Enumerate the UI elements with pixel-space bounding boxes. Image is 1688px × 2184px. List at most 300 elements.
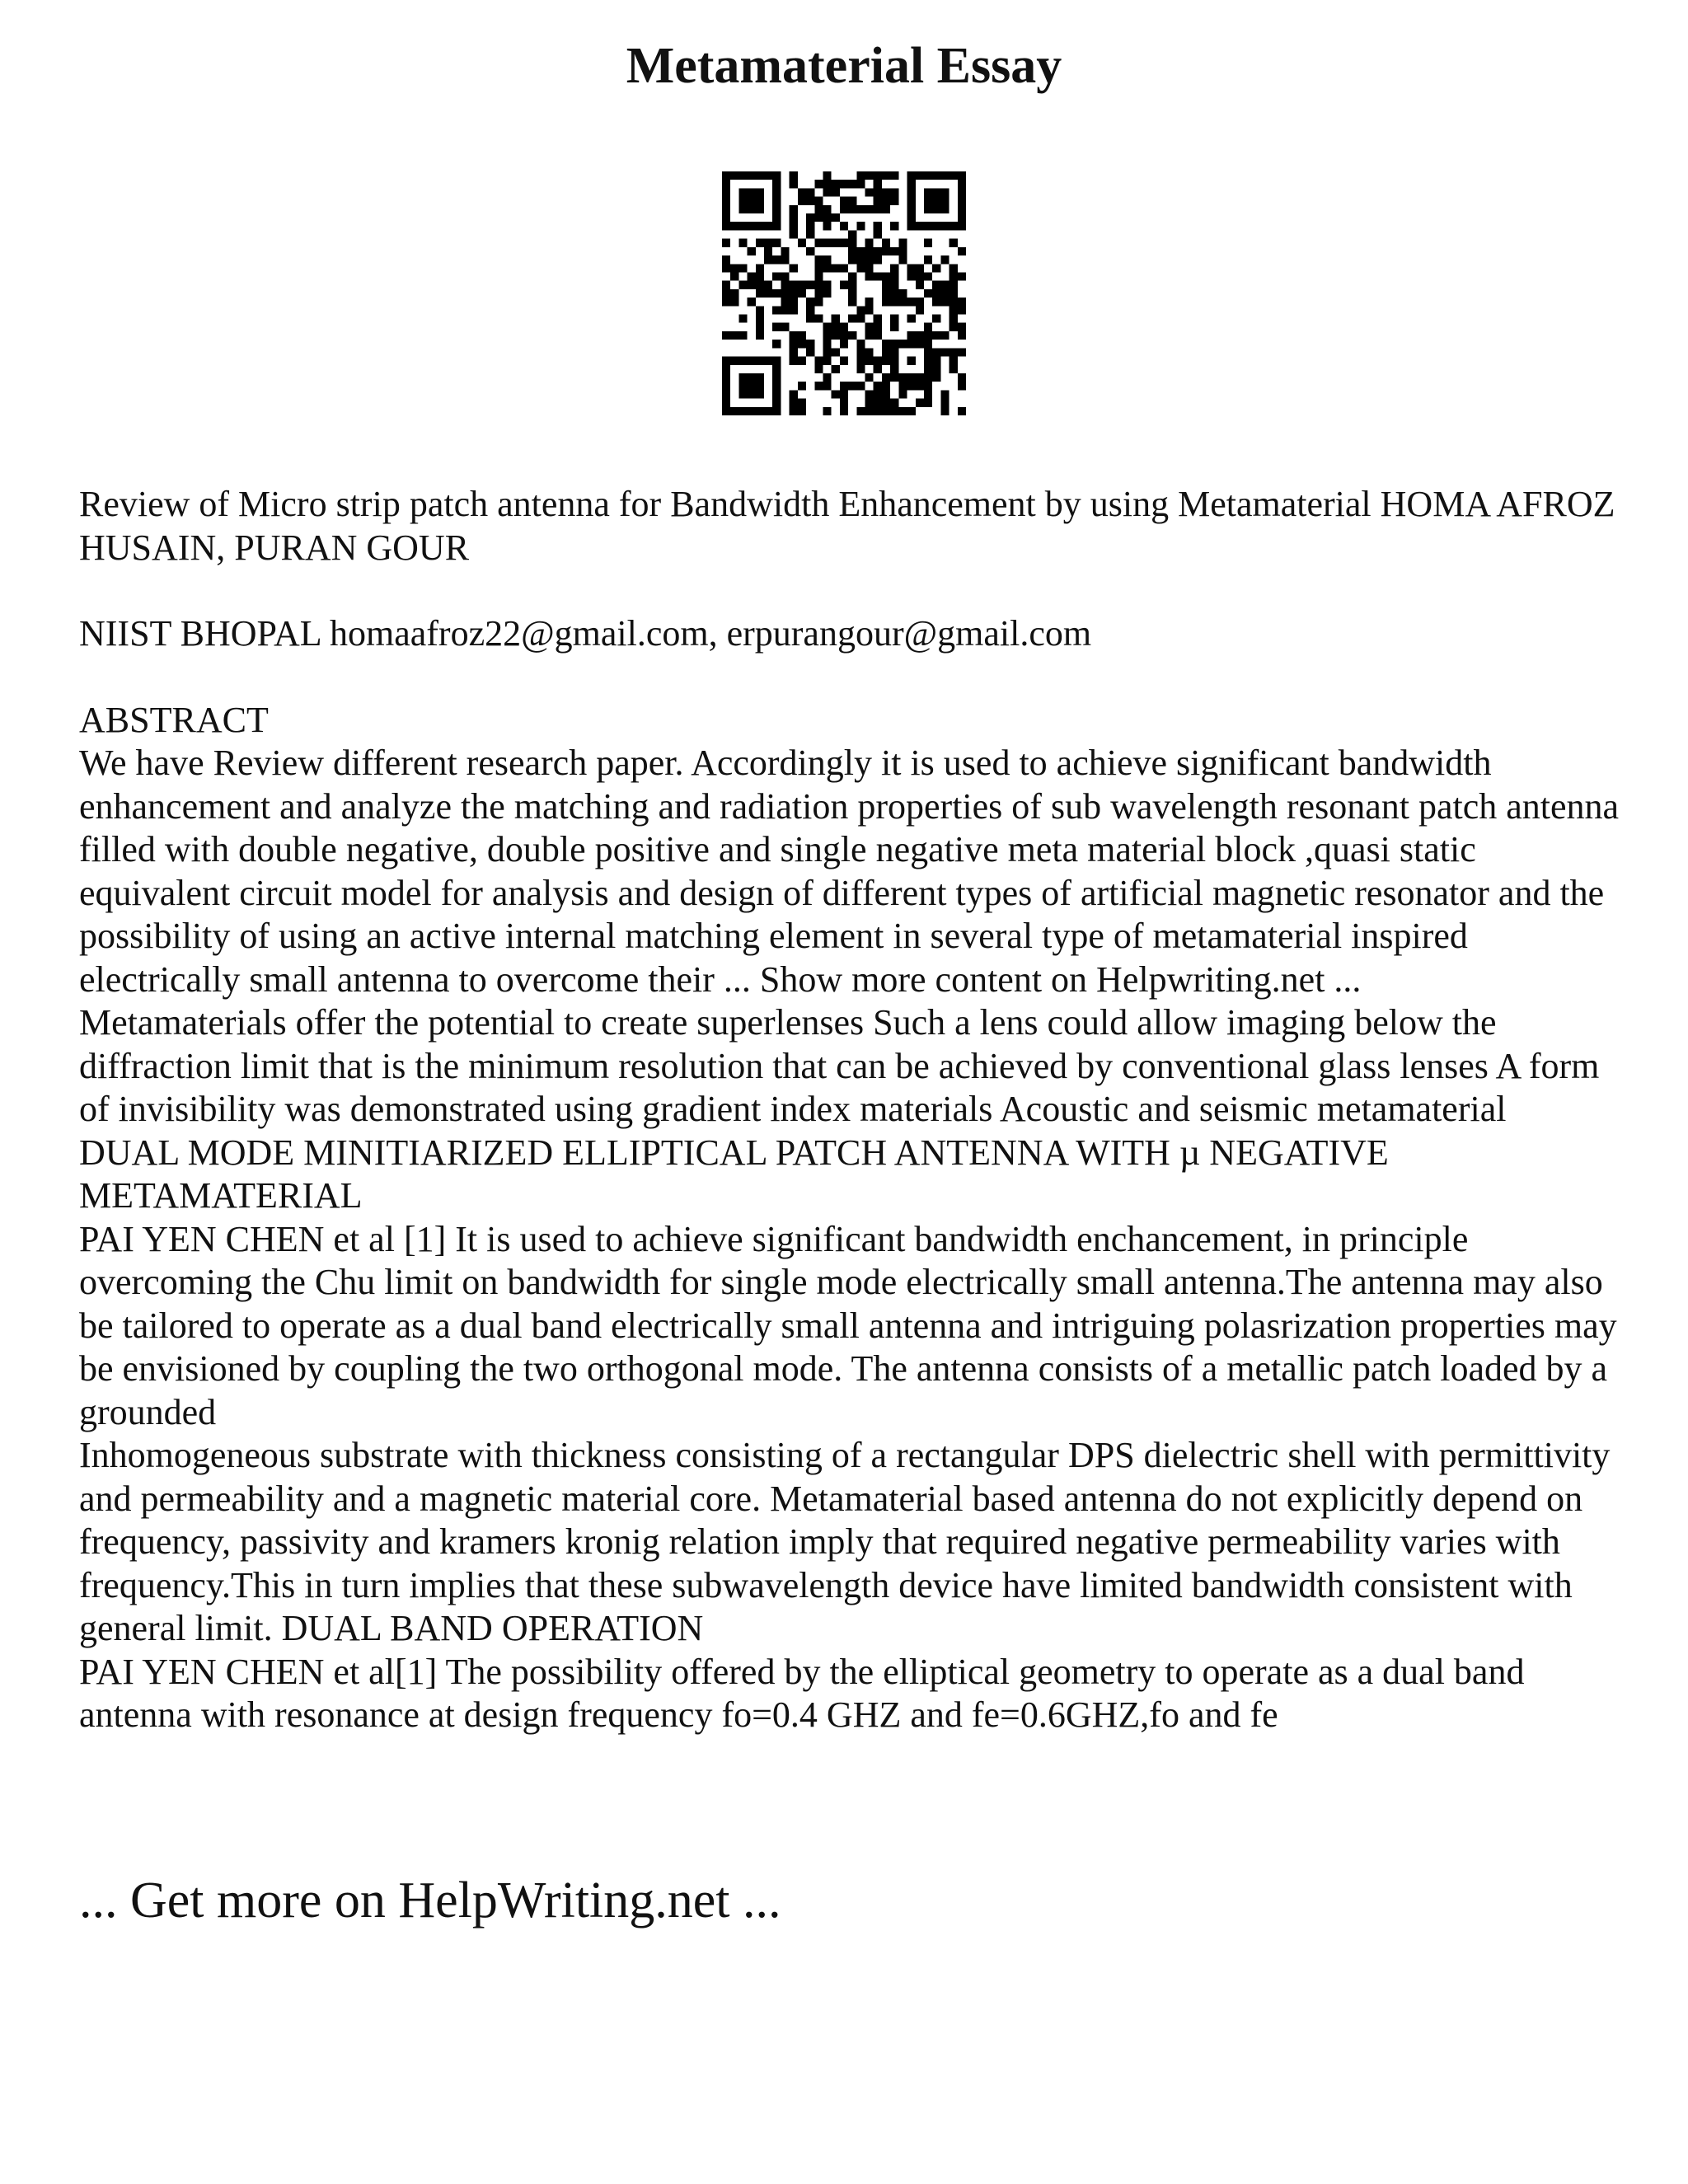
qr-module: [950, 306, 958, 314]
qr-module: [916, 306, 924, 314]
qr-module: [924, 399, 932, 407]
qr-module: [848, 205, 856, 213]
qr-module: [823, 171, 831, 180]
qr-module: [738, 373, 747, 382]
qr-module: [781, 272, 789, 280]
qr-module: [722, 373, 730, 382]
qr-module: [907, 213, 916, 222]
qr-module: [756, 171, 764, 180]
qr-module: [958, 171, 966, 180]
qr-module: [823, 255, 831, 264]
qr-module: [781, 255, 789, 264]
qr-module: [874, 247, 882, 255]
qr-module: [940, 390, 949, 398]
qr-module: [738, 281, 747, 289]
qr-module: [907, 298, 916, 306]
qr-module: [738, 331, 747, 340]
qr-module: [932, 188, 940, 196]
qr-module: [882, 247, 890, 255]
qr-module: [950, 357, 958, 365]
qr-module: [832, 331, 840, 340]
qr-module: [907, 264, 916, 272]
qr-module: [890, 247, 898, 255]
qr-module: [848, 230, 856, 238]
qr-module: [781, 306, 789, 314]
qr-module: [856, 306, 865, 314]
qr-module: [865, 255, 874, 264]
qr-module: [865, 171, 874, 180]
qr-module: [772, 289, 781, 298]
qr-module: [772, 373, 781, 382]
qr-module: [882, 382, 890, 390]
metamaterials-paragraph: Metamaterials offer the potential to create superlenses Such a lens could allow imaging below the diffraction limit that is the minimum resolution that can be achieved by conventional glass lenses A form of invisibility was demonstrated using gradient index materials Acoustic and seismic metamaterial: [79, 1002, 1600, 1129]
qr-module: [958, 222, 966, 230]
qr-module: [790, 205, 798, 213]
qr-module: [798, 340, 806, 348]
qr-module: [840, 407, 848, 415]
qr-module: [756, 264, 764, 272]
qr-module: [958, 188, 966, 196]
qr-module: [916, 373, 924, 382]
qr-module: [958, 197, 966, 205]
qr-module: [840, 399, 848, 407]
qr-module: [814, 255, 823, 264]
qr-module: [772, 255, 781, 264]
qr-module: [958, 213, 966, 222]
qr-module: [950, 222, 958, 230]
qr-module: [772, 272, 781, 280]
qr-module: [748, 281, 756, 289]
qr-module: [865, 407, 874, 415]
qr-module: [932, 197, 940, 205]
qr-module: [790, 340, 798, 348]
qr-module: [924, 365, 932, 373]
qr-module: [865, 357, 874, 365]
section-heading-dual-mode: DUAL MODE MINITIARIZED ELLIPTICAL PATCH ANTENNA WITH µ NEGATIVE METAMATERIAL: [79, 1132, 1389, 1216]
qr-module: [840, 382, 848, 390]
qr-module: [722, 239, 730, 247]
qr-module: [730, 272, 738, 280]
qr-module: [790, 390, 798, 398]
qr-module: [790, 213, 798, 222]
qr-module: [748, 298, 756, 306]
qr-module: [940, 205, 949, 213]
qr-module: [848, 255, 856, 264]
qr-code-icon: [722, 171, 966, 415]
qr-module: [924, 357, 932, 365]
qr-module: [924, 222, 932, 230]
qr-module: [916, 171, 924, 180]
qr-module: [814, 357, 823, 365]
qr-module: [940, 407, 949, 415]
qr-module: [856, 340, 865, 348]
qr-module: [806, 281, 814, 289]
qr-module: [722, 255, 730, 264]
qr-module: [950, 264, 958, 272]
qr-module: [790, 180, 798, 188]
qr-module: [738, 205, 747, 213]
qr-module: [823, 348, 831, 356]
qr-module: [730, 289, 738, 298]
qr-module: [756, 373, 764, 382]
qr-module: [722, 197, 730, 205]
qr-module: [890, 281, 898, 289]
qr-module: [806, 298, 814, 306]
page-title: Metamaterial Essay: [626, 38, 1062, 94]
qr-module: [882, 188, 890, 196]
qr-module: [722, 298, 730, 306]
qr-module: [874, 323, 882, 331]
qr-module: [874, 171, 882, 180]
qr-module: [772, 239, 781, 247]
get-more-link[interactable]: ... Get more on HelpWriting.net ...: [79, 1872, 781, 1929]
qr-module: [790, 171, 798, 180]
qr-module: [907, 188, 916, 196]
qr-module: [874, 382, 882, 390]
qr-module: [823, 382, 831, 390]
qr-module: [874, 230, 882, 238]
qr-module: [781, 289, 789, 298]
qr-module: [907, 180, 916, 188]
qr-module: [848, 272, 856, 280]
qr-module: [932, 331, 940, 340]
qr-module: [907, 197, 916, 205]
qr-module: [924, 323, 932, 331]
qr-module: [790, 348, 798, 356]
qr-module: [730, 222, 738, 230]
qr-module: [916, 264, 924, 272]
qr-module: [890, 399, 898, 407]
qr-module: [756, 289, 764, 298]
qr-module: [781, 323, 789, 331]
qr-module: [772, 180, 781, 188]
qr-module: [907, 340, 916, 348]
chen-paragraph-2: PAI YEN CHEN et al[1] The possibility offered by the elliptical geometry to operate as a dual band antenna with resonance at design frequency fo=0.4 GHZ and fe=0.6GHZ,fo and fe: [79, 1651, 1525, 1735]
qr-module: [890, 272, 898, 280]
qr-module: [932, 365, 940, 373]
qr-module: [722, 407, 730, 415]
qr-module: [865, 306, 874, 314]
qr-module: [898, 239, 907, 247]
qr-module: [907, 373, 916, 382]
qr-module: [722, 289, 730, 298]
qr-module: [865, 323, 874, 331]
qr-module: [882, 340, 890, 348]
qr-module: [722, 357, 730, 365]
qr-module: [848, 239, 856, 247]
qr-module: [814, 298, 823, 306]
qr-module: [823, 239, 831, 247]
qr-module: [772, 222, 781, 230]
qr-module: [932, 205, 940, 213]
qr-module: [958, 298, 966, 306]
qr-module: [950, 289, 958, 298]
affiliation-emails: NIIST BHOPAL homaafroz22@gmail.com, erpurangour@gmail.com: [79, 613, 1092, 654]
qr-module: [772, 390, 781, 398]
qr-module: [748, 205, 756, 213]
qr-module: [890, 197, 898, 205]
qr-module: [848, 247, 856, 255]
qr-module: [890, 222, 898, 230]
qr-module: [823, 340, 831, 348]
qr-module: [738, 264, 747, 272]
qr-module: [907, 222, 916, 230]
qr-module: [840, 340, 848, 348]
qr-module: [806, 247, 814, 255]
qr-module: [890, 357, 898, 365]
qr-module: [798, 399, 806, 407]
qr-module: [882, 373, 890, 382]
qr-module: [958, 382, 966, 390]
qr-module: [924, 239, 932, 247]
qr-module: [950, 281, 958, 289]
qr-module: [772, 357, 781, 365]
qr-module: [823, 264, 831, 272]
qr-module: [924, 373, 932, 382]
qr-module: [806, 348, 814, 356]
qr-module: [907, 382, 916, 390]
qr-module: [814, 180, 823, 188]
qr-module: [764, 239, 772, 247]
qr-module: [814, 264, 823, 272]
qr-module: [916, 298, 924, 306]
qr-module: [874, 205, 882, 213]
qr-module: [814, 315, 823, 323]
qr-module: [738, 407, 747, 415]
qr-module: [848, 281, 856, 289]
qr-module: [738, 171, 747, 180]
qr-module: [856, 315, 865, 323]
qr-module: [932, 222, 940, 230]
qr-module: [856, 264, 865, 272]
qr-module: [756, 390, 764, 398]
qr-module: [772, 213, 781, 222]
qr-module: [730, 331, 738, 340]
qr-module: [814, 213, 823, 222]
qr-module: [823, 222, 831, 230]
qr-module: [874, 331, 882, 340]
qr-module: [772, 197, 781, 205]
qr-module: [865, 205, 874, 213]
qr-module: [958, 407, 966, 415]
qr-module: [856, 407, 865, 415]
qr-module: [823, 289, 831, 298]
qr-module: [950, 239, 958, 247]
qr-module: [814, 382, 823, 390]
qr-module: [916, 272, 924, 280]
qr-module: [958, 247, 966, 255]
qr-module: [958, 205, 966, 213]
qr-module: [722, 180, 730, 188]
qr-module: [840, 357, 848, 365]
qr-module: [924, 340, 932, 348]
qr-module: [932, 357, 940, 365]
qr-module: [874, 197, 882, 205]
qr-module: [840, 264, 848, 272]
qr-module: [907, 171, 916, 180]
qr-module: [958, 348, 966, 356]
qr-module: [781, 247, 789, 255]
qr-module: [730, 357, 738, 365]
paper-title-authors: Review of Micro strip patch antenna for Bandwidth Enhancement by using Metamaterial HOMA AFROZ HUSAIN, PURAN GOUR: [79, 484, 1615, 568]
qr-module: [882, 348, 890, 356]
qr-module: [916, 399, 924, 407]
qr-module: [958, 373, 966, 382]
qr-module: [865, 399, 874, 407]
qr-module: [958, 306, 966, 314]
qr-module: [865, 373, 874, 382]
qr-module: [738, 188, 747, 196]
qr-module: [856, 382, 865, 390]
qr-module: [764, 357, 772, 365]
qr-module: [932, 298, 940, 306]
qr-module: [874, 222, 882, 230]
qr-module: [772, 382, 781, 390]
qr-module: [940, 222, 949, 230]
qr-module: [748, 171, 756, 180]
qr-module: [832, 315, 840, 323]
qr-module: [730, 298, 738, 306]
qr-module: [940, 255, 949, 264]
qr-module: [806, 197, 814, 205]
qr-module: [940, 298, 949, 306]
qr-module: [958, 272, 966, 280]
qr-module: [798, 188, 806, 196]
qr-module: [823, 323, 831, 331]
qr-module: [832, 213, 840, 222]
qr-module: [856, 365, 865, 373]
qr-module: [798, 281, 806, 289]
qr-module: [924, 272, 932, 280]
qr-module: [814, 197, 823, 205]
qr-module: [806, 213, 814, 222]
qr-module: [840, 180, 848, 188]
qr-module: [940, 331, 949, 340]
qr-module: [950, 323, 958, 331]
qr-module: [890, 323, 898, 331]
qr-module: [738, 357, 747, 365]
qr-module: [823, 205, 831, 213]
qr-module: [856, 255, 865, 264]
qr-module: [865, 247, 874, 255]
qr-module: [790, 399, 798, 407]
qr-module: [924, 390, 932, 398]
qr-module: [882, 239, 890, 247]
qr-module: [772, 365, 781, 373]
qr-module: [756, 306, 764, 314]
qr-module: [806, 315, 814, 323]
qr-module: [730, 264, 738, 272]
qr-module: [890, 348, 898, 356]
qr-module: [806, 188, 814, 196]
qr-module: [898, 247, 907, 255]
qr-module: [958, 323, 966, 331]
qr-module: [772, 323, 781, 331]
qr-module: [940, 281, 949, 289]
qr-module: [882, 399, 890, 407]
qr-module: [874, 365, 882, 373]
qr-module: [756, 357, 764, 365]
essay-body: [79, 483, 1629, 1737]
qr-module: [730, 171, 738, 180]
qr-module: [848, 298, 856, 306]
qr-module: [840, 222, 848, 230]
qr-module: [916, 281, 924, 289]
qr-module: [823, 213, 831, 222]
qr-module: [823, 331, 831, 340]
qr-module: [890, 289, 898, 298]
qr-module: [756, 331, 764, 340]
qr-module: [907, 357, 916, 365]
qr-module: [722, 213, 730, 222]
qr-module: [940, 197, 949, 205]
qr-module: [790, 407, 798, 415]
qr-module: [772, 399, 781, 407]
qr-module: [950, 171, 958, 180]
qr-module: [856, 205, 865, 213]
qr-module: [806, 222, 814, 230]
qr-module: [814, 205, 823, 213]
qr-module: [764, 171, 772, 180]
qr-module: [840, 323, 848, 331]
qr-module: [790, 357, 798, 365]
qr-module: [874, 357, 882, 365]
qr-module: [798, 407, 806, 415]
qr-module: [840, 239, 848, 247]
qr-module: [790, 230, 798, 238]
qr-module: [756, 272, 764, 280]
qr-module: [840, 331, 848, 340]
qr-module: [772, 407, 781, 415]
qr-module: [772, 340, 781, 348]
qr-module: [916, 340, 924, 348]
qr-module: [748, 272, 756, 280]
qr-module: [722, 264, 730, 272]
qr-module: [950, 315, 958, 323]
qr-module: [882, 298, 890, 306]
qr-module: [848, 315, 856, 323]
qr-module: [890, 171, 898, 180]
qr-module: [898, 298, 907, 306]
qr-module: [832, 365, 840, 373]
qr-module: [898, 255, 907, 264]
qr-module: [890, 365, 898, 373]
qr-module: [722, 365, 730, 373]
qr-module: [748, 247, 756, 255]
qr-module: [874, 390, 882, 398]
qr-module: [798, 382, 806, 390]
qr-module: [756, 382, 764, 390]
qr-module: [790, 289, 798, 298]
qr-module: [722, 188, 730, 196]
qr-module: [790, 264, 798, 272]
qr-module: [916, 331, 924, 340]
qr-module: [840, 197, 848, 205]
qr-module: [874, 255, 882, 264]
abstract-heading: ABSTRACT: [79, 699, 269, 740]
qr-module: [730, 407, 738, 415]
qr-module: [764, 289, 772, 298]
qr-module: [950, 272, 958, 280]
qr-module: [823, 373, 831, 382]
qr-module: [924, 331, 932, 340]
qr-module: [832, 239, 840, 247]
qr-module: [874, 180, 882, 188]
qr-module: [932, 289, 940, 298]
qr-module: [898, 382, 907, 390]
qr-module: [924, 289, 932, 298]
qr-module: [856, 348, 865, 356]
